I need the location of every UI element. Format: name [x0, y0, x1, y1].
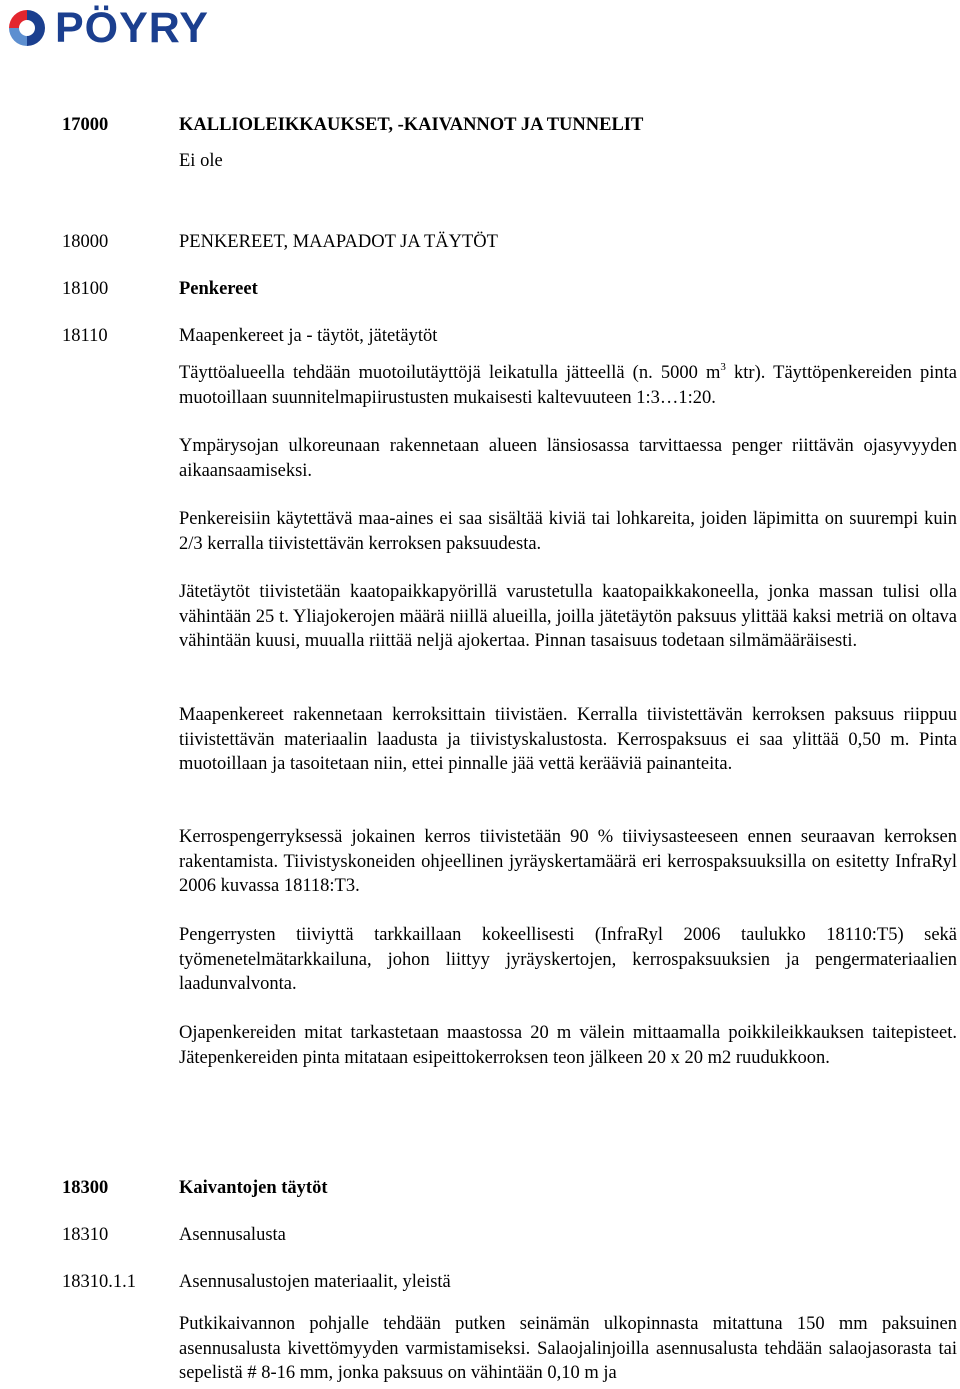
section-number: 17000: [62, 115, 109, 135]
section-title: PENKEREET, MAAPADOT JA TÄYTÖT: [179, 232, 498, 252]
section-number: 18110: [62, 326, 108, 346]
poyry-logo-icon: [5, 6, 49, 50]
paragraph-waste-compaction: Jätetäytöt tiivistetään kaatopaikkapyörillä varustetulla kaatopaikkakoneella, jonka massan tulisi olla vähintään 25 t. Yliajokerojen määrä niillä alueilla, joilla jätetäytön paksuus ylittää kaksi metriä on oltava vähintään kuusi, muualla riittää neljä ajokertaa. Pinnan tasaisuus todetaan silmämääräisesti.: [179, 582, 957, 652]
paragraph-embankment-material: Penkereisiin käytettävä maa-aines ei saa sisältää kiviä tai lohkareita, joiden läpimitta on suurempi kuin 2/3 kerralla tiivistettävän kerroksen paksuudesta.: [179, 509, 957, 554]
poyry-logo: [5, 4, 209, 52]
section-number: 18310.1.1: [62, 1272, 136, 1292]
section-title: KALLIOLEIKKAUKSET, -KAIVANNOT JA TUNNELIT: [179, 115, 644, 135]
text-run: Täyttöalueella tehdään muotoilutäyttöjä leikatulla jätteellä (n. 5000 m: [179, 363, 721, 383]
paragraph-dimension-check: Ojapenkereiden mitat tarkastetaan maastossa 20 m välein mittaamalla poikkileikkauksen taitepisteet. Jätepenkereiden pinta mitataan esipeittokerroksen teon jälkeen 20 x 20 m2 ruudukkoon.: [179, 1023, 957, 1068]
paragraph-bedding-material: Putkikaivannon pohjalle tehdään putken seinämän ulkopinnasta mitattuna 150 mm paksuinen asennusalusta kivettömyyden varmistamiseksi. Salaojalinjoilla asennusalusta tehdään salaojasorasta tai sepelistä # 8-16 mm, jonka paksuus on vähintään 0,10 m ja: [179, 1314, 957, 1384]
paragraph-layered-construction: Maapenkereet rakennetaan kerroksittain tiivistäen. Kerralla tiivistettävän kerroksen paksuus riippuu tiivistettävän materiaalin laadusta ja tiivistyskalustosta. Kerrospaksuus ei saa ylittää 0,50 m. Pinta muotoillaan ja tasoitetaan niin, ettei pinnalle jää vettä kerääviä painanteita.: [179, 705, 957, 775]
logo-wordmark: PÖYRY: [55, 3, 209, 52]
paragraph-compaction-degree: Kerrospengerryksessä jokainen kerros tiivistetään 90 % tiiviysasteeseen ennen seuraavan kerroksen rakentamista. Tiivistyskoneiden ohjeellinen jyräyskertamäärä eri kerrospaksuuksilla on esitetty InfraRyl 2006 kuvassa 18118:T3.: [179, 827, 957, 897]
section-title: Maapenkereet ja - täytöt, jätetäytöt: [179, 326, 438, 346]
section-title: Penkereet: [179, 279, 258, 299]
superscript: 3: [720, 360, 726, 373]
paragraph-fill-shaping: [179, 361, 957, 410]
text-run: ktr). Täyttöpenkereiden pinta muotoillaan suunnitelmapiirustusten mukaisesti kaltevuuteen 1:3…1:20.: [179, 363, 957, 408]
section-title: Kaivantojen täytöt: [179, 1178, 328, 1198]
section-number: 18310: [62, 1225, 109, 1245]
paragraph-ditch-embankment: Ympärysojan ulkoreunaan rakennetaan alueen länsiosassa tarvittaessa penger riittävän ojasyvyyden aikaansaamiseksi.: [179, 436, 957, 481]
section-number: 18100: [62, 279, 109, 299]
paragraph-compaction-monitoring: Pengerrysten tiiviyttä tarkkaillaan kokeellisesti (InfraRyl 2006 taulukko 18110:T5) sekä työmenetelmätarkkailuna, johon liittyy jyräyskertojen, kerrospaksuuksien ja pengermateriaalien laadunvalvonta.: [179, 925, 957, 995]
section-title: Asennusalustojen materiaalit, yleistä: [179, 1272, 451, 1292]
section-17000-note: Ei ole: [179, 151, 223, 171]
section-number: 18000: [62, 232, 109, 252]
section-number: 18300: [62, 1178, 109, 1198]
section-title: Asennusalusta: [179, 1225, 286, 1245]
